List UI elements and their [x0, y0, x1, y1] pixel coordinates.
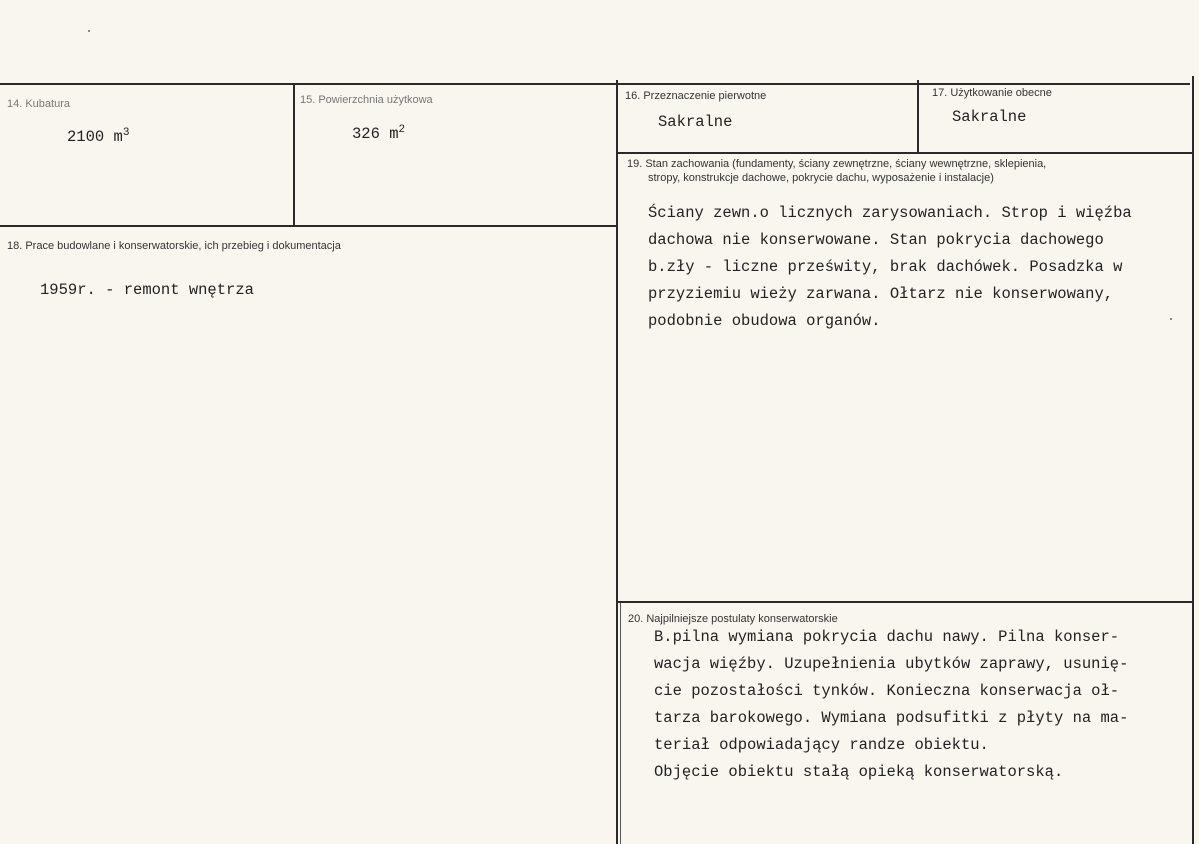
field-18-label: 18. Prace budowlane i konserwatorskie, ich przebieg i dokumentacja [7, 240, 341, 252]
divider-20-left [620, 603, 621, 844]
rule-under-16-17 [617, 152, 1193, 154]
speck [1170, 318, 1172, 320]
field-19-label-line2: stropy, konstrukcje dachowe, pokrycie dachu, wyposażenie i instalacje) [648, 172, 994, 184]
field-14-label: 14. Kubatura [7, 98, 70, 110]
field-19-value: Ściany zewn.o licznych zarysowaniach. Strop i więźba dachowa nie konserwowane. Stan pokrycia dachowego b.zły - liczne prześwity, brak dachówek. Posadzka w przyziemiu wieży zarwana. Ołtarz nie konserwowany, podobnie obudowa organów. [648, 204, 1132, 330]
field-16-value: Sakralne [658, 113, 733, 131]
divider-14-15 [293, 84, 295, 227]
powierzchnia-exponent: 2 [398, 124, 406, 136]
field-18-value: 1959r. - remont wnętrza [40, 281, 254, 299]
field-16-label: 16. Przeznaczenie pierwotne [625, 90, 767, 102]
field-17-value: Sakralne [952, 108, 1027, 126]
field-19-label-line1: 19. Stan zachowania (fundamenty, ściany zewnętrzne, ściany wewnętrzne, sklepienia, [627, 158, 1047, 170]
field-14-value [67, 127, 129, 146]
rule-above-20 [617, 601, 1193, 603]
field-20-value: B.pilna wymiana pokrycia dachu nawy. Pilna konser- wacja więźby. Uzupełnienia ubytków zaprawy, usunię- cie pozostałości tynków. Konieczna konserwacja oł- tarza barokowego. Wymiana podsufitki z płyty na ma- teriał odpowiadający randze obiektu. Objęcie obiektu stałą opieką konserwatorską. [654, 628, 1129, 781]
right-edge [1192, 76, 1194, 844]
top-rule [0, 83, 1190, 85]
speck [88, 30, 90, 32]
divider-main [616, 80, 618, 844]
rule-under-14-15 [0, 225, 617, 227]
field-15-value [352, 124, 405, 143]
kubatura-exponent: 3 [122, 127, 130, 139]
field-15-label: 15. Powierzchnia użytkowa [300, 94, 433, 106]
field-20-label: 20. Najpilniejsze postulaty konserwatorskie [628, 613, 838, 625]
powierzchnia-value: 326 m [352, 125, 399, 144]
kubatura-value: 2100 m [67, 128, 123, 147]
field-17-label: 17. Użytkowanie obecne [932, 87, 1052, 99]
divider-16-17 [917, 80, 919, 153]
